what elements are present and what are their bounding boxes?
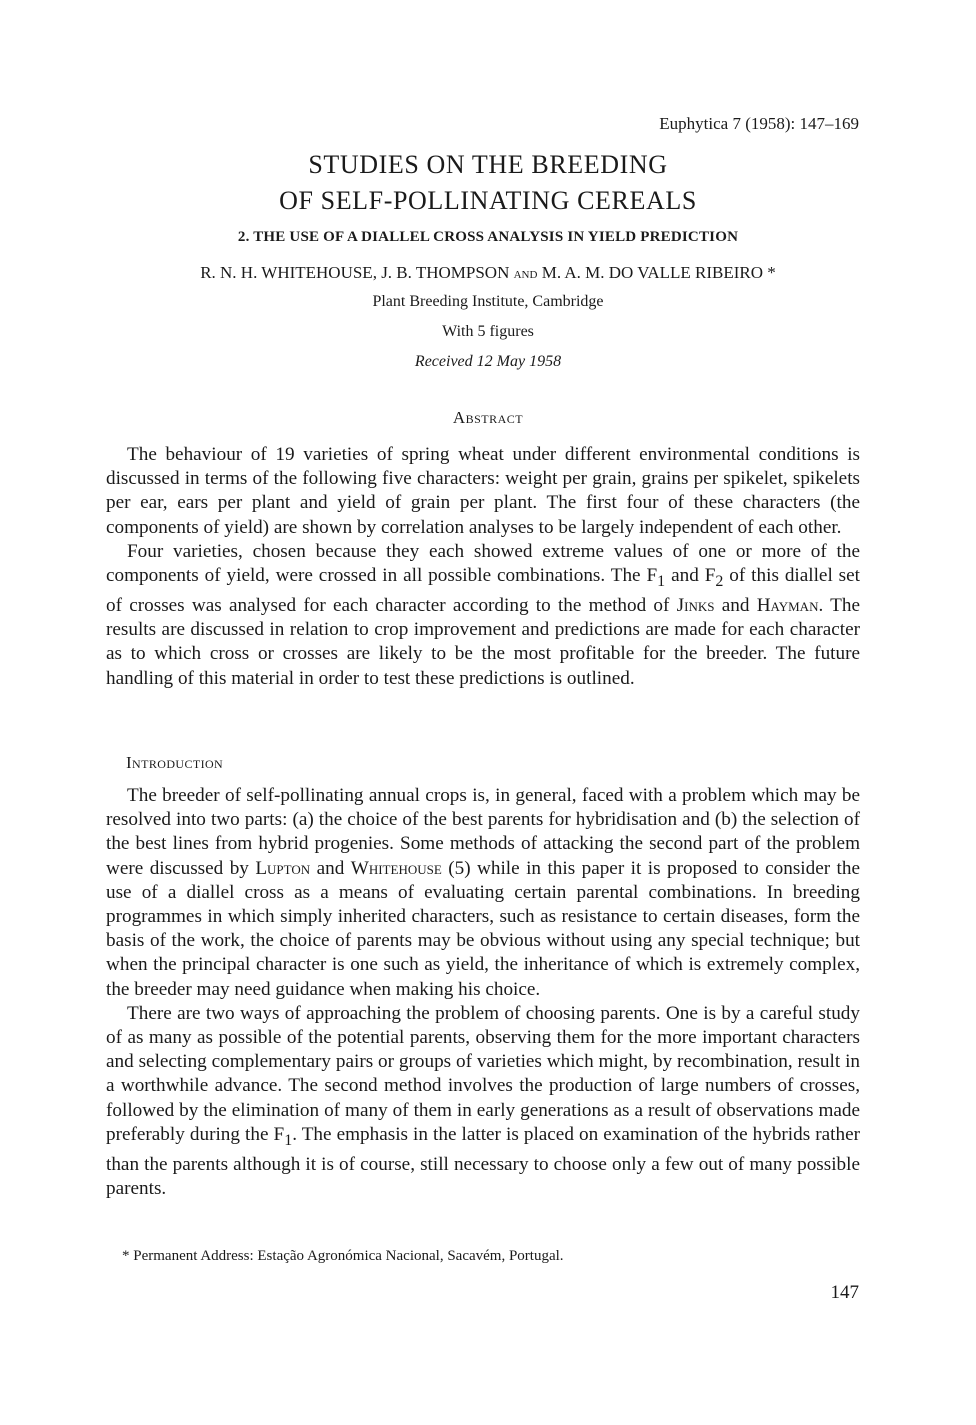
abstract-body — [106, 443, 860, 691]
author-name: Hayman — [756, 595, 819, 617]
abstract-p2-text-b: and F — [665, 565, 716, 587]
introduction-paragraph-2 — [106, 1002, 860, 1201]
subtitle: 2. THE USE OF A DIALLEL CROSS ANALYSIS IN YIELD PREDICTION — [237, 229, 739, 245]
intro-p2-text-a: There are two ways of approaching the problem of choosing parents. One is by a careful study of as many as possible of the potential parents, observing them for the more important characters and selecting complementary pairs or groups of varieties which might, by recombination, result in a worthwhile advance. The second method involves the production of large numbers of crosses, followed by the elimination of many of them in early generations as a result of observations made preferably during the F — [106, 1002, 860, 1145]
page-number: 147 — [830, 1282, 859, 1303]
author-name: Jinks — [676, 595, 715, 617]
abstract-p2-text-c: of this diallel set of crosses was analysed for each character according to the method of — [106, 565, 860, 617]
intro-p1-text-a: The breeder of self-pollinating annual crops is, in general, faced with a problem which may be resolved into two parts: (a) the choice of the best parents for hybridisation and (b) the selection of the best lines from hybrid progenies. Some methods of attacking the second part of the problem were discussed by — [106, 785, 860, 879]
affiliation: Plant Breeding Institute, Cambridge — [372, 293, 604, 310]
footnote: * Permanent Address: Estação Agronómica Nacional, Sacavém, Portugal. — [122, 1248, 564, 1264]
journal-reference: Euphytica 7 (1958): 147–169 — [659, 114, 859, 133]
abstract-heading: Abstract — [452, 408, 524, 427]
abstract-paragraph-1: The behaviour of 19 varieties of spring wheat under different environmental conditions is discussed in terms of the following five characters: weight per grain, grains per spikelet, spikelets per ear, ears per plant and yield of grain per plant. The first four of these characters (the components of yield) are shown by correlation analyses to be largely independent of each other. — [106, 444, 860, 538]
received-date: Received 12 May 1958 — [414, 353, 562, 370]
figures-note: With 5 figures — [442, 323, 534, 340]
introduction-body — [106, 784, 860, 1201]
introduction-paragraph-1 — [106, 784, 860, 1002]
abstract-p2-text-d: and — [714, 595, 757, 617]
author-name: Whitehouse — [350, 857, 442, 879]
abstract-p2-text-a: Four varieties, chosen because they each showed extreme values of one or more of the components of yield, were crossed in all possible combinations. The F — [106, 540, 860, 587]
title-line-1: STUDIES ON THE BREEDING — [308, 150, 668, 179]
subscript: 2 — [715, 572, 724, 590]
abstract-p2-text-e: . The results are discussed in relation to crop improvement and predictions are made for each character as to which cross or crosses are likely to be the most profitable for the breeder. The future handling of this material in order to test these predictions is outlined. — [106, 595, 860, 689]
subscript: 1 — [284, 1131, 293, 1149]
subscript: 1 — [657, 572, 666, 590]
title-line-2: OF SELF-POLLINATING CEREALS — [279, 186, 697, 215]
authors-part-2: M. A. M. DO VALLE RIBEIRO * — [541, 263, 776, 282]
intro-p1-text-c: (5) while in this paper it is proposed to consider the use of a diallel cross as a means of evaluating certain parental combinations. In breeding programmes in which simply inherited characters, such as resistance to certain diseases, form the basis of the work, the choice of parents may be obvious without using any special technique; but when the principal character is one such as yield, the inheritance of which is extremely complex, the breeder may need guidance when making his choice. — [106, 857, 860, 1000]
authors-and: AND — [513, 269, 538, 281]
intro-p2-text-b: . The emphasis in the latter is placed on examination of the hybrids rather than the parents although it is of course, still necessary to choose only a few out of many possible parents. — [106, 1123, 860, 1200]
abstract-paragraph-2 — [106, 540, 860, 691]
authors-part-1: R. N. H. WHITEHOUSE, J. B. THOMPSON — [200, 263, 510, 282]
intro-p1-text-b: and — [310, 857, 351, 879]
introduction-heading: Introduction — [126, 753, 224, 772]
authors — [0, 263, 976, 283]
author-name: Lupton — [255, 857, 311, 879]
